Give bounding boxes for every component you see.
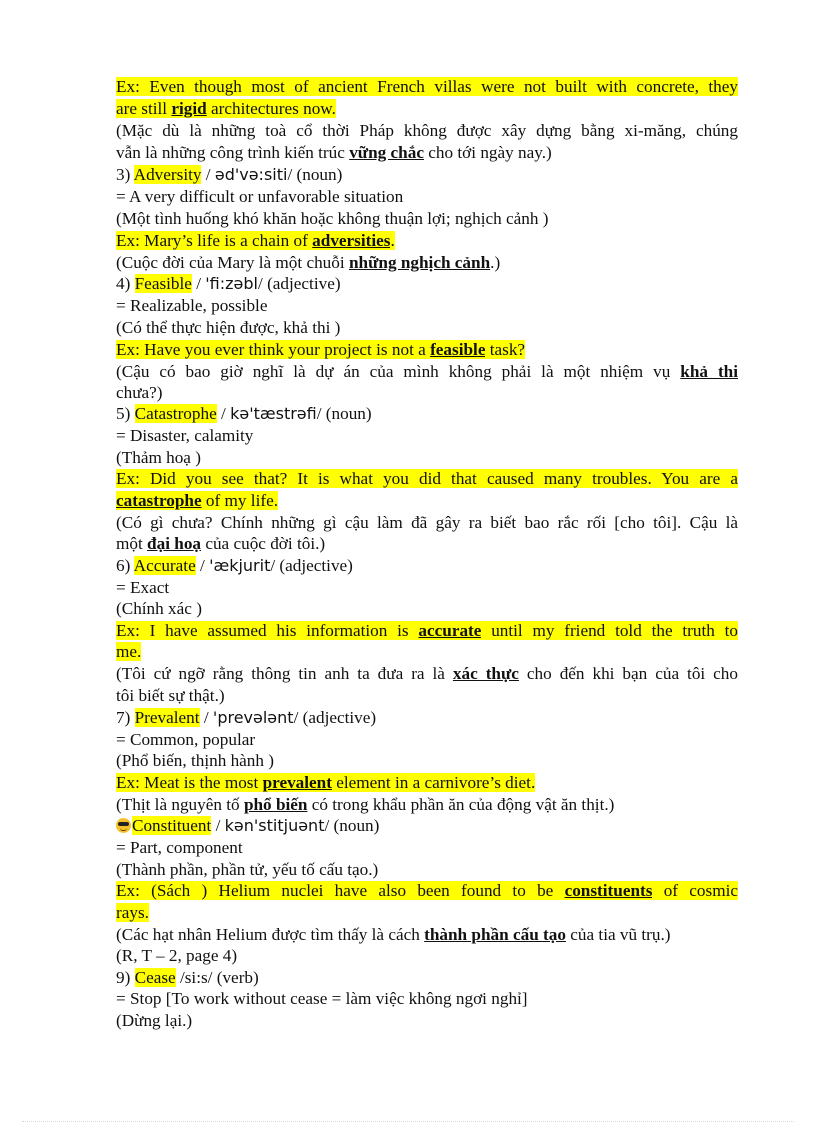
part-of-speech: / (noun) — [316, 404, 372, 423]
example-text: Ex: Even though most of ancient French villas were not built with concrete, they — [116, 77, 738, 96]
translation-line — [116, 924, 738, 946]
source-reference — [116, 945, 738, 967]
example-text: task? — [485, 340, 526, 359]
definition-text: = Common, popular — [116, 730, 256, 749]
example-text: until my friend told the truth to — [481, 621, 738, 640]
translation-text: một — [116, 534, 148, 553]
reference-text: (R, T – 2, page 4) — [116, 946, 238, 965]
sunglasses-emoji-icon — [116, 818, 131, 833]
pronunciation: əd'və:siti — [214, 165, 288, 184]
separator: / — [216, 404, 231, 423]
definition-line — [116, 577, 738, 599]
translation-line — [116, 794, 738, 816]
example-text: Ex: Have you ever think your project is not a — [116, 340, 431, 359]
keyword: rigid — [171, 99, 207, 118]
keyword: khả thi — [680, 362, 739, 381]
definition-text: = Part, component — [116, 838, 243, 857]
example-text: Ex: I have assumed his information is — [116, 621, 419, 640]
vocab-heading-accurate — [116, 555, 738, 577]
meaning-line — [116, 750, 738, 772]
separator: / — [199, 708, 213, 727]
example-text: Ex: (Sách ) Helium nuclei have also been found to be — [116, 881, 565, 900]
separator: / — [191, 274, 206, 293]
example-line — [116, 468, 738, 490]
translation-text: cho đến khi bạn của tôi cho — [518, 664, 738, 683]
translation-line — [116, 382, 738, 404]
definition-line — [116, 729, 738, 751]
keyword: adversities — [312, 231, 391, 250]
item-number: 4) — [116, 274, 135, 293]
keyword: những nghịch cảnh — [348, 253, 491, 272]
translation-line — [116, 533, 738, 555]
example-text: architectures now. — [206, 99, 336, 118]
item-number: 7) — [116, 708, 135, 727]
keyword: accurate — [418, 621, 482, 640]
part-of-speech: / (adjective) — [270, 556, 353, 575]
example-line — [116, 641, 738, 663]
keyword: feasible — [430, 340, 486, 359]
translation-text: (Có gì chưa? Chính những gì cậu làm đã gây ra biết bao rắc rối [cho tôi]. Cậu là — [116, 513, 738, 532]
meaning-line — [116, 859, 738, 881]
example-text: Ex: Meat is the most — [116, 773, 263, 792]
keyword: catastrophe — [116, 491, 202, 510]
meaning-text: (Thảm hoạ ) — [116, 448, 201, 467]
example-line — [116, 772, 738, 794]
definition-line — [116, 837, 738, 859]
keyword: prevalent — [262, 773, 332, 792]
example-line — [116, 76, 738, 98]
translation-text: của tia vũ trụ.) — [565, 925, 671, 944]
item-number: 5) — [116, 404, 135, 423]
vocab-word: Cease — [134, 968, 176, 987]
item-number: 3) — [116, 165, 134, 184]
translation-text: (Mặc dù là những toà cổ thời Pháp không được xây dựng bằng xi-măng, chúng — [116, 121, 738, 140]
vocab-word: Adversity — [133, 165, 202, 184]
keyword: thành phần cấu tạo — [424, 925, 566, 944]
translation-text: .) — [490, 253, 501, 272]
example-line — [116, 620, 738, 642]
item-number: 6) — [116, 556, 134, 575]
vocab-heading-cease — [116, 967, 738, 989]
vocab-heading-feasible — [116, 273, 738, 295]
example-line — [116, 902, 738, 924]
part-of-speech: / (noun) — [287, 165, 343, 184]
translation-text: (Tôi cứ ngỡ rằng thông tin anh ta đưa ra là — [116, 664, 453, 683]
meaning-text: (Có thể thực hiện được, khả thi ) — [116, 318, 341, 337]
definition-text: = Stop [To work without cease = làm việc không ngơi nghỉ] — [116, 989, 528, 1008]
item-number: 9) — [116, 968, 135, 987]
meaning-line — [116, 447, 738, 469]
translation-text: (Cuộc đời của Mary là một chuỗi — [116, 253, 349, 272]
example-text: element in a carnivore’s diet. — [331, 773, 536, 792]
translation-text: tôi biết sự thật.) — [116, 686, 225, 705]
definition-text: = Realizable, possible — [116, 296, 268, 315]
definition-line — [116, 186, 738, 208]
translation-text: (Các hạt nhân Helium được tìm thấy là cách — [116, 925, 425, 944]
pronunciation: 'prevələnt — [212, 708, 294, 727]
separator: / — [195, 556, 210, 575]
part-of-speech: / (noun) — [324, 816, 380, 835]
keyword: đại hoạ — [147, 534, 202, 553]
vocab-word: Catastrophe — [134, 404, 217, 423]
example-text: of my life. — [201, 491, 278, 510]
example-line — [116, 98, 738, 120]
keyword: xác thực — [452, 664, 519, 683]
translation-text: (Thịt là nguyên tố — [116, 795, 244, 814]
meaning-text: (Một tình huống khó khăn hoặc không thuận lợi; nghịch cảnh ) — [116, 209, 549, 228]
pronunciation: kə'tæstrəfi — [230, 404, 317, 423]
meaning-text: (Thành phần, phần tử, yếu tố cấu tạo.) — [116, 860, 379, 879]
keyword: constituents — [564, 881, 653, 900]
part-of-speech: / (adjective) — [293, 708, 377, 727]
vocab-heading-catastrophe — [116, 403, 738, 425]
example-text: Ex: Did you see that? It is what you did that caused many troubles. You are a — [116, 469, 738, 488]
meaning-line — [116, 1010, 738, 1032]
example-text: rays. — [116, 903, 149, 922]
definition-text: = Disaster, calamity — [116, 426, 254, 445]
example-text: are still — [116, 99, 172, 118]
example-text: of cosmic — [652, 881, 738, 900]
example-line — [116, 880, 738, 902]
page-bottom-divider — [22, 1121, 794, 1122]
definition-line — [116, 295, 738, 317]
separator: / — [201, 165, 215, 184]
translation-line — [116, 663, 738, 685]
vocab-heading-constituent — [116, 815, 738, 837]
translation-text: (Cậu có bao giờ nghĩ là dự án của mình không phải là một nhiệm vụ — [116, 362, 681, 381]
meaning-text: (Chính xác ) — [116, 599, 202, 618]
pronunciation: kən'stitjuənt — [224, 816, 325, 835]
translation-text: vẫn là những công trình kiến trúc — [116, 143, 350, 162]
example-line — [116, 230, 738, 252]
translation-line — [116, 685, 738, 707]
vocab-word: Constituent — [132, 816, 212, 835]
vocab-word: Prevalent — [134, 708, 200, 727]
translation-text: có trong khẩu phần ăn của động vật ăn thịt.) — [307, 795, 615, 814]
translation-text: của cuộc đời tôi.) — [201, 534, 326, 553]
separator: / — [211, 816, 225, 835]
definition-text: = Exact — [116, 578, 170, 597]
vocab-word: Feasible — [134, 274, 192, 293]
keyword: vững chắc — [349, 143, 424, 162]
meaning-line — [116, 317, 738, 339]
example-line — [116, 490, 738, 512]
translation-text: chưa?) — [116, 383, 163, 402]
meaning-line — [116, 208, 738, 230]
vocab-heading-prevalent — [116, 707, 738, 729]
pronunciation: 'ækjurit — [209, 556, 271, 575]
meaning-text: (Dừng lại.) — [116, 1011, 193, 1030]
definition-line — [116, 425, 738, 447]
meaning-line — [116, 598, 738, 620]
translation-line — [116, 142, 738, 164]
example-text: me. — [116, 642, 142, 661]
translation-line — [116, 512, 738, 534]
example-line — [116, 339, 738, 361]
part-of-speech: / (adjective) — [258, 274, 341, 293]
example-text: Ex: Mary’s life is a chain of — [116, 231, 313, 250]
keyword: phổ biến — [243, 795, 308, 814]
definition-line — [116, 988, 738, 1010]
meaning-text: (Phổ biến, thịnh hành ) — [116, 751, 275, 770]
translation-text: cho tới ngày nay.) — [423, 143, 552, 162]
example-text: . — [390, 231, 395, 250]
part-of-speech: /si:s/ (verb) — [175, 968, 259, 987]
translation-line — [116, 120, 738, 142]
translation-line — [116, 361, 738, 383]
definition-text: = A very difficult or unfavorable situation — [116, 187, 404, 206]
translation-line — [116, 252, 738, 274]
vocab-heading-adversity — [116, 164, 738, 186]
vocab-word: Accurate — [133, 556, 196, 575]
pronunciation: 'fi:zəbl — [205, 274, 258, 293]
